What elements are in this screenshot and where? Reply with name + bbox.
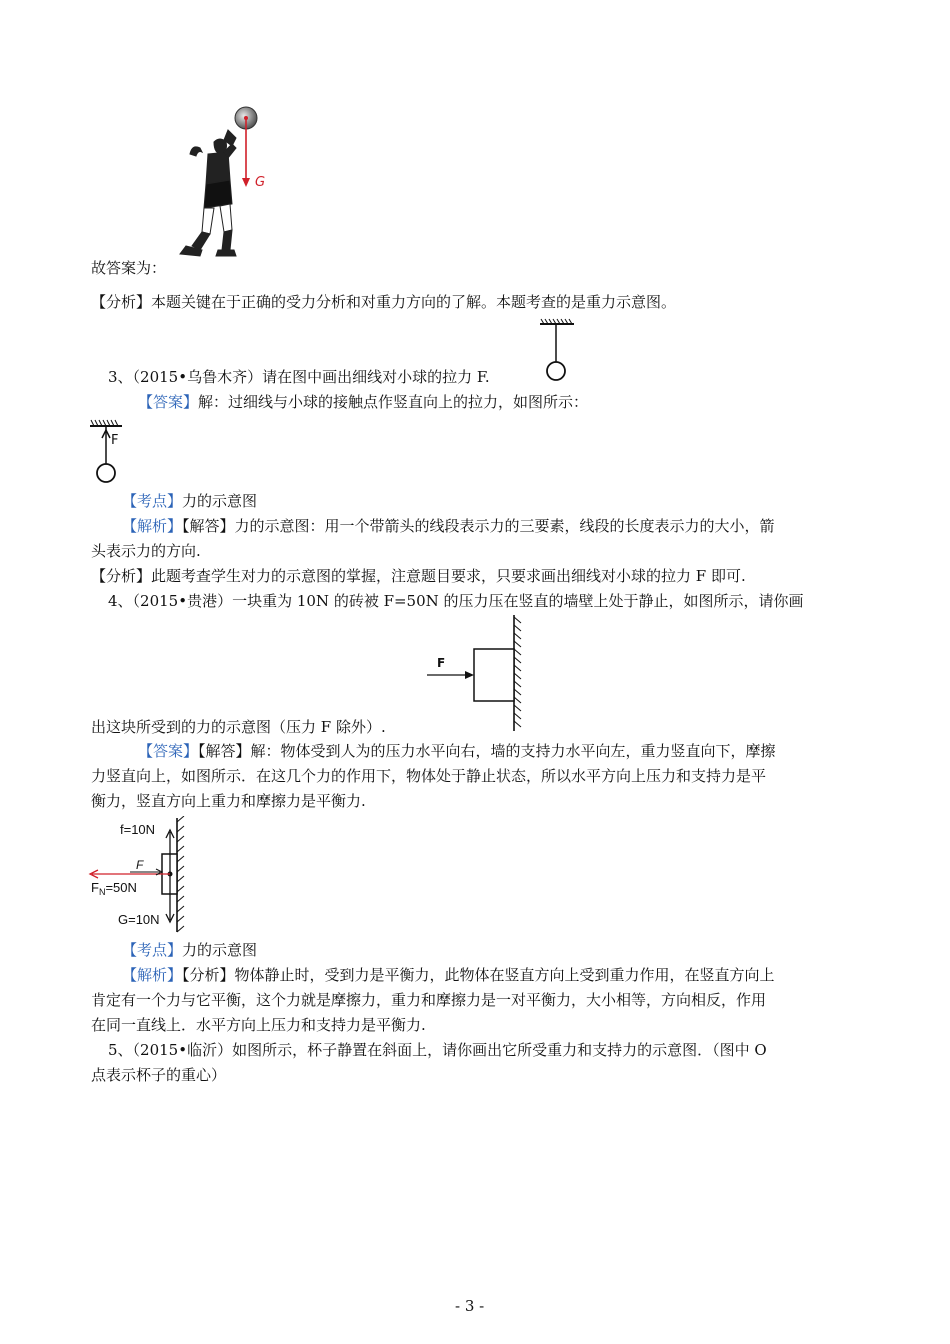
gravity-label: G <box>255 175 266 190</box>
explain-tag: 【解析】 <box>122 517 183 535</box>
q4-answer-line-2: 力竖直向上，如图所示．在这几个力的作用下，物体处于静止状态，所以水平方向上压力和支持力是平 <box>91 767 767 785</box>
analysis-line <box>91 291 676 313</box>
volleyball-figure <box>170 100 280 265</box>
press-label: F <box>136 858 144 872</box>
page-number: - 3 - <box>455 1297 485 1315</box>
explain-tag: 【解析】 <box>122 966 183 984</box>
answer-tag: 【答案】 <box>138 742 199 760</box>
keypoint-text: 力的示意图 <box>182 941 258 959</box>
q3-answer-text: 解：过细线与小球的接触点作竖直向上的拉力，如图所示： <box>198 393 589 411</box>
q4-block-wall-figure <box>425 613 530 733</box>
q3-answer-figure <box>88 418 134 486</box>
q5-question: 5、（2015•临沂）如图所示，杯子静置在斜面上，请你画出它所受重力和支持力的示意图．（图中 O <box>108 1041 767 1059</box>
brick <box>474 649 514 701</box>
pull-force-label: F <box>111 433 119 448</box>
answer-tag: 【答案】 <box>138 393 199 411</box>
analysis-tag: 【分析】 <box>91 293 152 311</box>
explain-text: 【解答】力的示意图：用一个带箭头的线段表示力的三要素，线段的长度表示力的大小，箭 <box>182 517 775 535</box>
q4-answer-text: 【解答】解：物体受到人为的压力水平向右，墙的支持力水平向左，重力竖直向下，摩擦 <box>198 742 776 760</box>
q5-question-2: 点表示杯子的重心） <box>91 1066 227 1084</box>
q4-explain-line <box>122 964 775 986</box>
ball <box>547 362 565 380</box>
friction-label: f=10N <box>120 822 156 837</box>
keypoint-text: 力的示意图 <box>182 492 258 510</box>
q3-answer-line <box>138 391 588 413</box>
gravity-arrow-head <box>242 178 250 187</box>
q4-explain-line-3: 在同一直线上．水平方向上压力和支持力是平衡力. <box>91 1016 426 1034</box>
keypoint-tag: 【考点】 <box>122 941 183 959</box>
q3-analysis-line: 【分析】此题考查学生对力的示意图的掌握，注意题目要求，只要求画出细线对小球的拉力 F 即可. <box>91 567 746 585</box>
q3-question: 3、（2015•乌鲁木齐）请在图中画出细线对小球的拉力 F. <box>108 368 490 386</box>
q4-question: 4、（2015•贵港）一块重为 10N 的砖被 F=50N 的压力压在竖直的墙壁上处于静止，如图所示，请你画 <box>108 592 804 610</box>
ball <box>97 464 115 482</box>
q3-explain-line-2: 头表示力的方向. <box>91 542 201 560</box>
q4-keypoint-line <box>122 939 257 961</box>
q4-answer-line-3: 衡力，竖直方向上重力和摩擦力是平衡力. <box>91 792 366 810</box>
press-force-label: F <box>437 656 446 670</box>
answer-label: 故答案为： <box>91 259 167 277</box>
q4-answer-figure <box>88 816 198 934</box>
analysis-text: 本题关键在于正确的受力分析和对重力方向的了解。本题考查的是重力示意图。 <box>151 293 677 311</box>
q4-answer-line <box>138 740 776 762</box>
explain-text: 【分析】物体静止时，受到力是平衡力，此物体在竖直方向上受到重力作用，在竖直方向上 <box>182 966 775 984</box>
q4-explain-line-2: 肯定有一个力与它平衡，这个力就是摩擦力，重力和摩擦力是一对平衡力，大小相等，方向相反，作用 <box>91 991 767 1009</box>
player-silhouette <box>180 130 236 256</box>
q3-hanging-ball-figure <box>538 318 578 384</box>
keypoint-tag: 【考点】 <box>122 492 183 510</box>
q3-keypoint-line <box>122 490 257 512</box>
gravity-label: G=10N <box>118 912 160 927</box>
q3-explain-line <box>122 515 775 537</box>
support-label: $F_N=50N$ <box>91 880 137 897</box>
press-arrow-head <box>465 671 474 679</box>
q4-question-2: 出这块所受到的力的示意图（压力 F 除外）. <box>91 718 386 736</box>
